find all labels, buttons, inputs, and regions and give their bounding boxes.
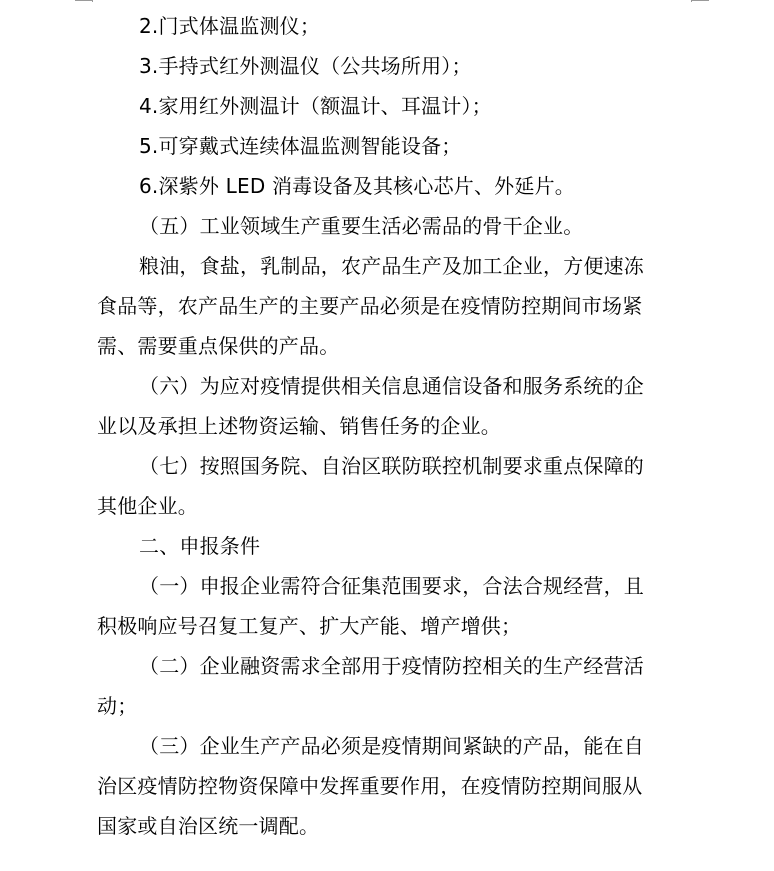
margin-corner-tick-left [92,0,93,2]
list-item-door-thermometer: 2.门式体温监测仪； [139,14,321,38]
section-heading-seven: （七）按照国务院、自治区联防联控机制要求重点保障的 [139,454,644,478]
paragraph-line: 其他企业。 [97,494,198,518]
condition-item-two: （二）企业融资需求全部用于疫情防控相关的生产经营活 [139,654,644,678]
paragraph-line: 需、需要重点保供的产品。 [97,334,340,358]
paragraph-line: 积极响应号召复工复产、扩大产能、增产增供； [97,614,522,638]
paragraph-line: 食品等，农产品生产的主要产品必须是在疫情防控期间市场紧 [97,294,643,318]
paragraph-line: 动； [97,694,138,718]
list-item-wearable-monitor: 5.可穿戴式连续体温监测智能设备； [139,134,462,158]
paragraph-line: 粮油，食盐，乳制品，农产品生产及加工企业，方便速冻 [139,254,644,278]
section-heading-conditions: 二、申报条件 [139,534,261,558]
document-body [97,6,697,846]
margin-corner-mark-left [75,0,93,1]
condition-item-one: （一）申报企业需符合征集范围要求，合法合规经营，且 [139,574,644,598]
condition-item-three: （三）企业生产产品必须是疫情期间紧缺的产品，能在自 [139,734,644,758]
paragraph-line: 治区疫情防控物资保障中发挥重要作用，在疫情防控期间服从 [97,774,643,798]
section-heading-six: （六）为应对疫情提供相关信息通信设备和服务系统的企 [139,374,644,398]
margin-corner-mark-right [691,0,709,1]
section-heading-five: （五）工业领域生产重要生活必需品的骨干企业。 [139,214,584,238]
paragraph-line: 国家或自治区统一调配。 [97,814,320,838]
list-item-handheld-infrared: 3.手持式红外测温仪（公共场所用）； [139,54,472,78]
margin-corner-tick-right [691,0,692,2]
list-item-uv-led: 6.深紫外 LED 消毒设备及其核心芯片、外延片。 [139,174,575,198]
paragraph-line: 业以及承担上述物资运输、销售任务的企业。 [97,414,501,438]
list-item-home-infrared: 4.家用红外测温计（额温计、耳温计）； [139,94,492,118]
